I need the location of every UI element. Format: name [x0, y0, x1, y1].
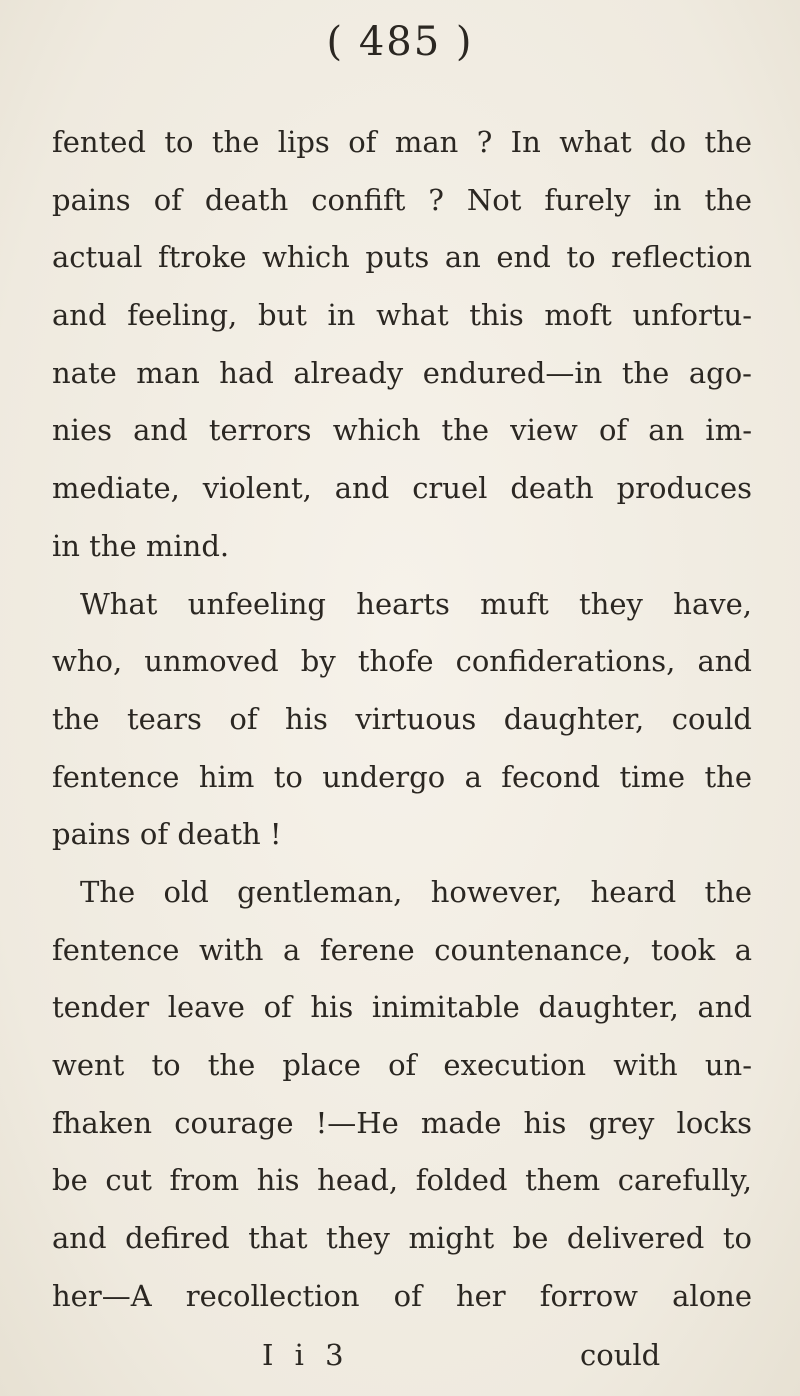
- text-line: The old gentleman, however, heard the: [80, 874, 752, 909]
- text-line: who, unmoved by thofe confiderations, and: [52, 644, 752, 679]
- text-line: fentence with a ferene countenance, took a: [52, 932, 752, 967]
- text-line: be cut from his head, folded them carefully,: [52, 1163, 752, 1198]
- text-line: pains of death confift ? Not furely in the: [52, 182, 752, 217]
- text-line: fented to the lips of man ? In what do the: [52, 125, 752, 159]
- text-line: tender leave of his inimitable daughter, and: [52, 990, 752, 1025]
- text-line: mediate, violent, and cruel death produces: [52, 471, 752, 506]
- text-line: actual ftroke which puts an end to reflection: [52, 240, 752, 275]
- signature-mark: I i 3: [262, 1338, 350, 1372]
- text-line: nate man had already endured—in the ago-: [52, 355, 752, 390]
- text-line: and defired that they might be delivered to: [52, 1221, 752, 1256]
- text-line: pains of death !: [52, 817, 282, 852]
- text-line: went to the place of execution with un-: [52, 1048, 752, 1082]
- body-text: [52, 114, 752, 1325]
- catchword: could: [580, 1338, 661, 1372]
- text-line: nies and terrors which the view of an im-: [52, 413, 752, 448]
- text-line: her—A recollection of her forrow alone: [52, 1278, 752, 1313]
- text-line: fentence him to undergo a fecond time the: [52, 759, 752, 794]
- text-line: in the mind.: [52, 528, 230, 563]
- page-number: ( 485 ): [326, 19, 474, 65]
- text-line: fhaken courage !—He made his grey locks: [52, 1105, 752, 1140]
- text-line: and feeling, but in what this moft unfortu-: [52, 298, 752, 333]
- text-line: What unfeeling hearts muft they have,: [80, 586, 752, 621]
- text-line: the tears of his virtuous daughter, could: [52, 701, 752, 736]
